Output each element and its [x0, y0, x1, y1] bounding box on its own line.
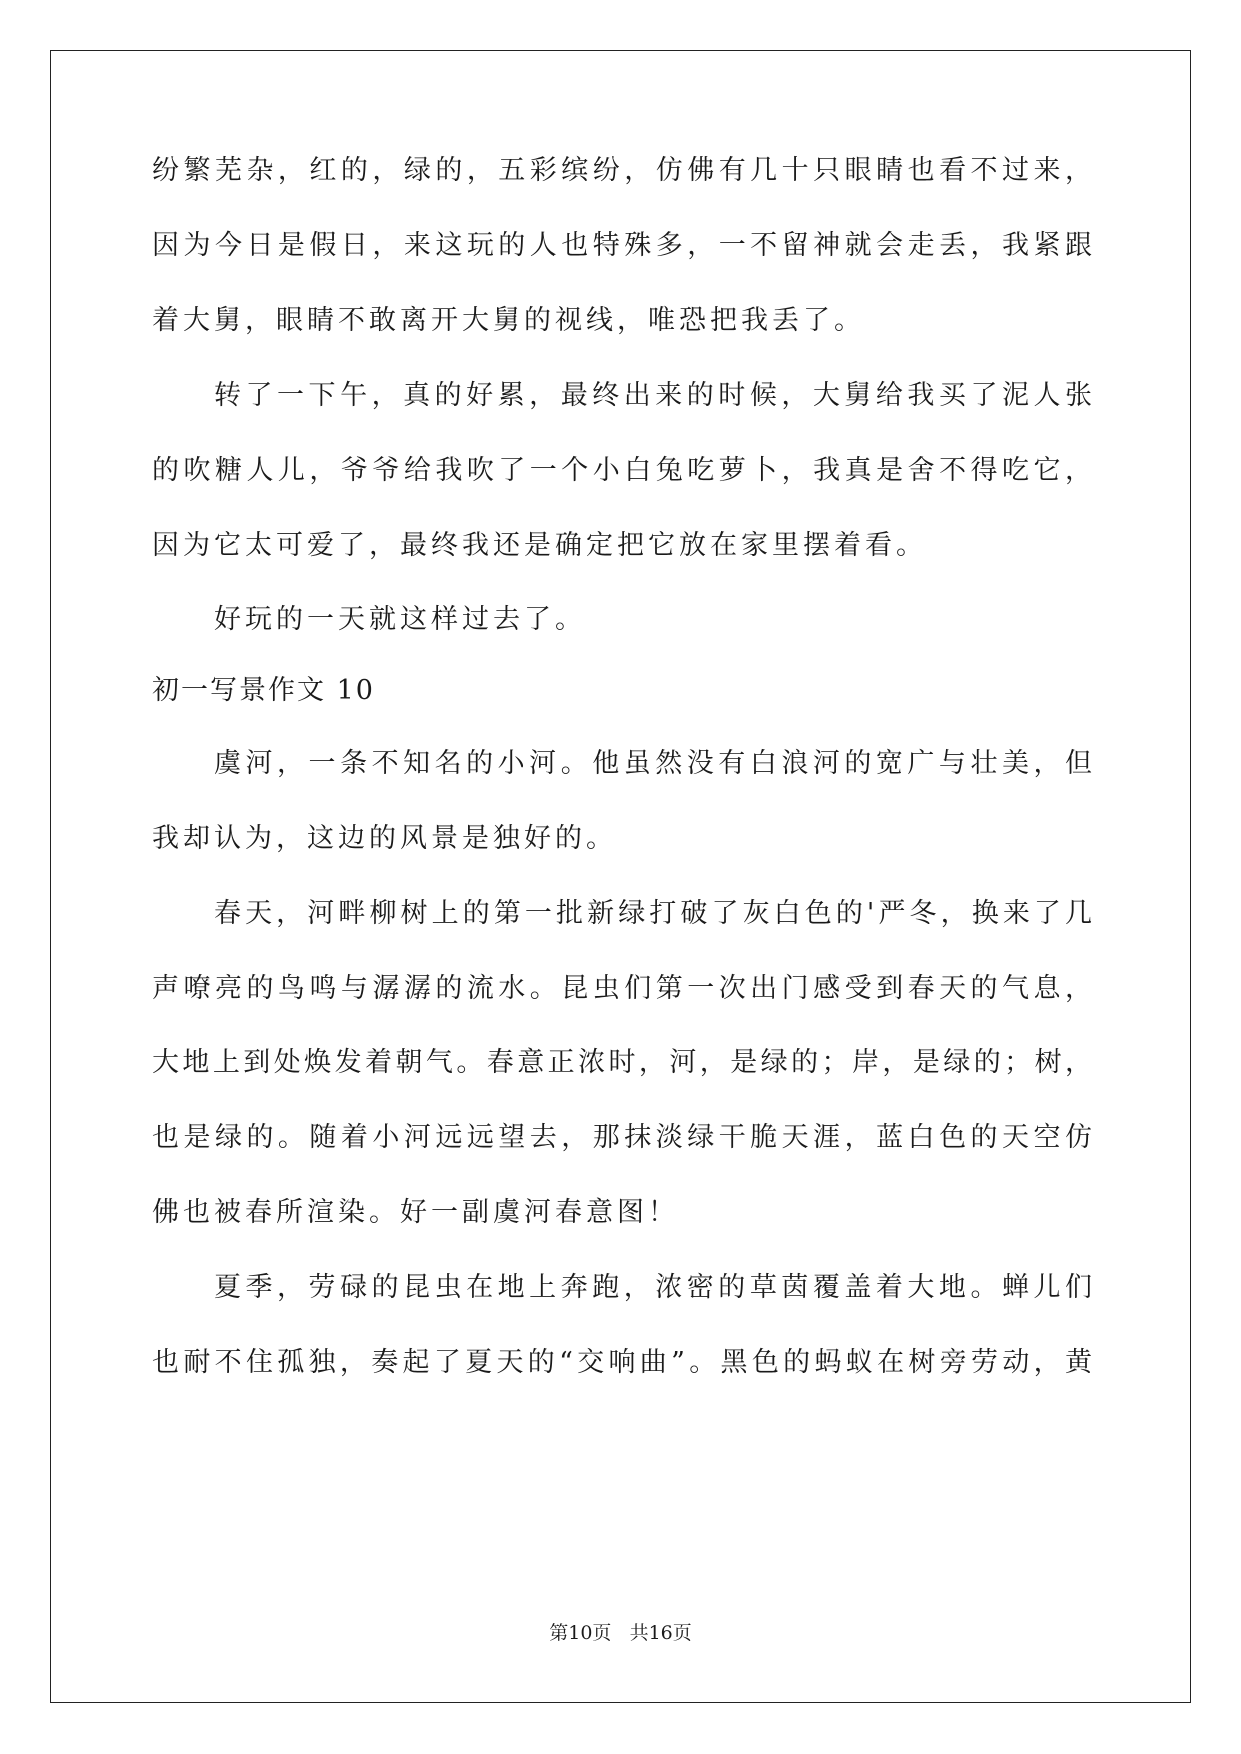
paragraph-line: 佛也被春所渲染。好一副虞河春意图！ [152, 1197, 679, 1228]
paragraph-line: 也是绿的。随着小河远远望去，那抹淡绿干脆天涯，蓝白色的天空仿 [152, 1122, 1092, 1153]
paragraph-line: 虞河，一条不知名的小河。他虽然没有白浪河的宽广与壮美，但 [214, 748, 1092, 779]
footer-gap [611, 1622, 629, 1644]
paragraph-line: 夏季，劳碌的昆虫在地上奔跑，浓密的草茵覆盖着大地。蝉儿们 [214, 1272, 1092, 1303]
page-number: 第10页 [549, 1622, 612, 1644]
paragraph-line: 大地上到处焕发着朝气。春意正浓时，河，是绿的；岸，是绿的；树， [152, 1047, 1092, 1078]
paragraph-line: 因为今日是假日，来这玩的人也特殊多，一不留神就会走丢，我紧跟 [152, 230, 1092, 261]
paragraph-line: 转了一下午，真的好累，最终出来的时候，大舅给我买了泥人张 [214, 380, 1092, 411]
paragraph-line: 着大舅，眼睛不敢离开大舅的视线，唯恐把我丢了。 [152, 305, 865, 336]
paragraph-line: 春天，河畔柳树上的第一批新绿打破了灰白色的'严冬，换来了几 [214, 898, 1092, 929]
page-footer [0, 1620, 1241, 1646]
paragraph-line: 纷繁芜杂，红的，绿的，五彩缤纷，仿佛有几十只眼睛也看不过来， [152, 155, 1092, 186]
page-total: 共16页 [629, 1622, 692, 1644]
paragraph-line: 的吹糖人儿，爷爷给我吹了一个小白兔吃萝卜，我真是舍不得吃它， [152, 455, 1092, 486]
paragraph-line: 也耐不住孤独，奏起了夏天的“交响曲”。黑色的蚂蚁在树旁劳动，黄 [152, 1347, 1092, 1378]
section-heading: 初一写景作文 10 [152, 675, 375, 706]
paragraph-line: 声嘹亮的鸟鸣与潺潺的流水。昆虫们第一次出门感受到春天的气息， [152, 973, 1092, 1004]
paragraph-line: 因为它太可爱了，最终我还是确定把它放在家里摆着看。 [152, 530, 927, 561]
page-border [50, 50, 1191, 1703]
paragraph-line: 好玩的一天就这样过去了。 [214, 604, 586, 635]
paragraph-line: 我却认为，这边的风景是独好的。 [152, 823, 617, 854]
